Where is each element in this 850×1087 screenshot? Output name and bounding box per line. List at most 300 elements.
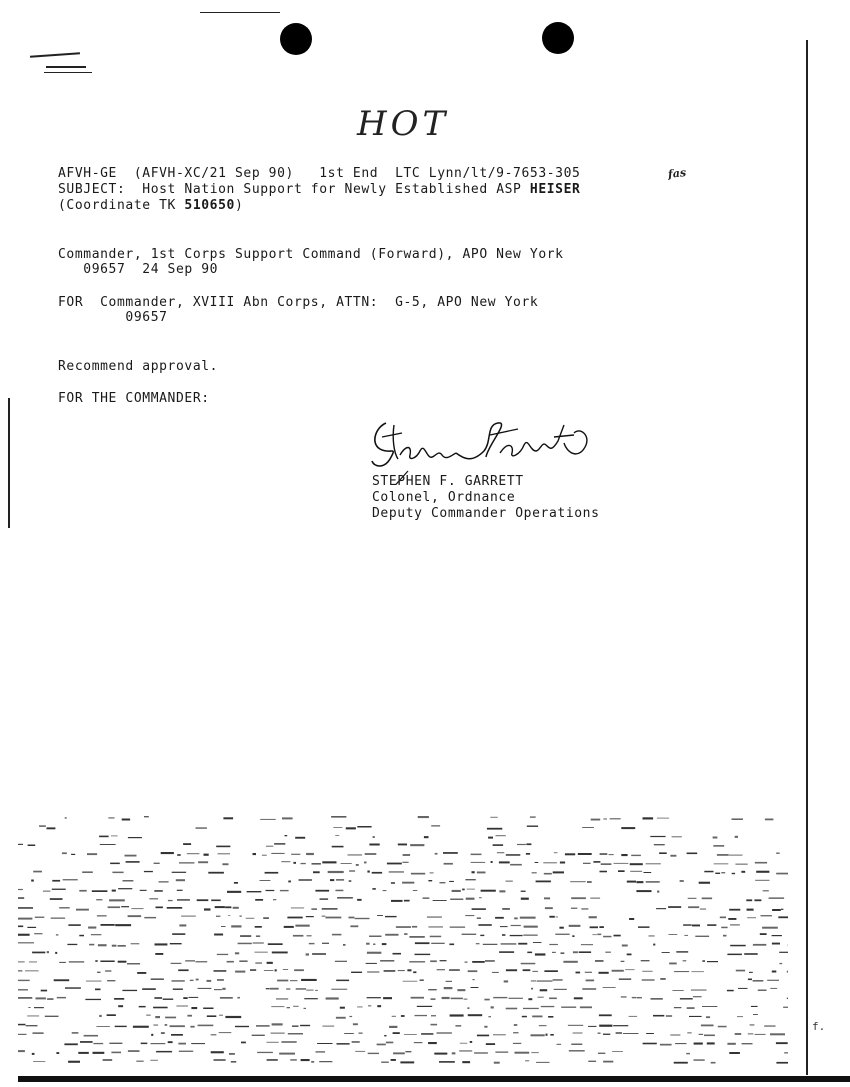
noise-speck [393, 1032, 400, 1034]
noise-speck [478, 924, 491, 926]
noise-speck [402, 882, 414, 884]
noise-speck [165, 1024, 168, 1025]
noise-speck [33, 1061, 45, 1062]
noise-speck [763, 890, 769, 891]
noise-speck [78, 1052, 89, 1054]
page-edge-right [806, 40, 808, 1075]
noise-speck [128, 1050, 140, 1051]
noise-speck [706, 1016, 710, 1018]
noise-speck [443, 852, 458, 854]
noise-speck [559, 927, 563, 929]
noise-speck [772, 943, 780, 945]
noise-speck [526, 853, 530, 855]
noise-speck [33, 1033, 44, 1034]
subject-label: SUBJECT: [58, 182, 126, 197]
noise-speck [549, 998, 557, 1000]
noise-speck [172, 933, 185, 935]
noise-speck [412, 926, 417, 928]
noise-speck [557, 1044, 562, 1045]
noise-speck [356, 864, 359, 866]
noise-speck [431, 1024, 438, 1026]
noise-speck [514, 1024, 518, 1026]
noise-speck [155, 953, 163, 955]
noise-speck [586, 980, 595, 982]
noise-speck [569, 1050, 585, 1051]
noise-speck [331, 989, 347, 990]
noise-speck [322, 908, 338, 909]
noise-speck [520, 917, 536, 919]
noise-speck [403, 854, 411, 855]
noise-speck [146, 1015, 151, 1016]
noise-speck [531, 988, 533, 990]
noise-speck [650, 836, 665, 837]
noise-speck [415, 942, 430, 944]
noise-speck [346, 827, 356, 829]
noise-speck [65, 987, 81, 989]
noise-speck [413, 890, 418, 891]
noise-speck [315, 990, 318, 991]
noise-speck [730, 945, 746, 947]
noise-speck [125, 855, 137, 857]
noise-speck [39, 825, 46, 827]
noise-speck [383, 890, 387, 891]
noise-speck [168, 1041, 173, 1043]
noise-speck [765, 819, 774, 821]
noise-speck [284, 926, 294, 928]
noise-speck [479, 897, 482, 898]
noise-speck [784, 1052, 788, 1053]
noise-speck [76, 909, 89, 911]
noise-speck [357, 1007, 363, 1008]
noise-speck [267, 1059, 278, 1061]
noise-speck [306, 853, 314, 855]
noise-speck [544, 897, 550, 899]
noise-speck [260, 880, 271, 881]
noise-speck [293, 862, 296, 864]
noise-speck [531, 980, 536, 981]
noise-speck [215, 906, 225, 908]
noise-speck [484, 1026, 487, 1028]
noise-speck [126, 861, 140, 863]
noise-speck [484, 999, 489, 1001]
noise-speck [181, 916, 196, 917]
noise-speck [465, 915, 474, 916]
noise-speck [582, 827, 594, 828]
noise-speck [621, 854, 627, 856]
noise-speck [695, 936, 709, 937]
noise-speck [84, 1035, 98, 1037]
noise-speck [683, 960, 687, 961]
noise-speck [153, 1025, 158, 1026]
noise-speck [521, 963, 536, 965]
noise-speck [753, 980, 764, 982]
noise-speck [178, 1043, 186, 1045]
noise-speck [753, 1014, 758, 1015]
noise-speck [420, 980, 424, 981]
noise-speck [569, 925, 581, 927]
noise-speck [518, 943, 527, 945]
noise-speck [686, 1053, 690, 1054]
noise-speck [322, 861, 336, 863]
noise-speck [18, 1034, 27, 1035]
noise-speck [778, 916, 788, 918]
noise-speck [47, 998, 53, 999]
noise-speck [191, 1043, 205, 1044]
noise-speck [151, 1043, 166, 1044]
noise-speck [197, 899, 209, 901]
noise-speck [265, 872, 279, 874]
noise-speck [699, 882, 710, 884]
noise-speck [168, 900, 173, 901]
noise-speck [428, 1042, 437, 1044]
noise-speck [266, 988, 270, 989]
noise-speck [233, 907, 239, 909]
noise-speck [616, 1032, 622, 1034]
noise-speck [335, 890, 343, 892]
noise-speck [118, 1005, 123, 1007]
noise-speck [585, 972, 592, 973]
noise-speck [306, 916, 314, 917]
noise-speck [34, 1007, 44, 1008]
noise-speck [322, 916, 326, 917]
noise-speck [227, 961, 234, 963]
noise-speck [684, 935, 688, 936]
noise-speck [393, 953, 402, 955]
noise-speck [34, 933, 42, 934]
noise-speck [89, 944, 94, 946]
noise-speck [510, 935, 523, 936]
noise-speck [357, 826, 371, 828]
noise-speck [694, 1043, 703, 1045]
noise-speck [495, 917, 504, 919]
noise-speck [513, 1032, 518, 1033]
noise-speck [732, 873, 735, 874]
noise-speck [128, 837, 142, 838]
noise-speck [111, 1052, 121, 1054]
noise-speck [385, 916, 397, 917]
noise-speck [142, 988, 156, 990]
noise-speck [625, 969, 634, 970]
noise-speck [597, 934, 601, 936]
noise-speck [735, 1033, 742, 1034]
noise-speck [568, 1025, 583, 1026]
noise-speck [629, 918, 634, 920]
noise-speck [787, 971, 788, 973]
noise-speck [680, 880, 684, 882]
noise-speck [481, 890, 496, 892]
noise-speck [515, 1052, 530, 1054]
noise-speck [57, 997, 66, 999]
noise-speck [603, 1061, 613, 1063]
noise-speck [56, 934, 59, 935]
noise-speck [268, 943, 283, 945]
noise-speck [450, 927, 465, 928]
noise-speck [636, 997, 642, 998]
noise-speck [72, 1032, 79, 1034]
noise-speck [290, 980, 298, 981]
noise-speck [590, 898, 600, 899]
noise-speck [255, 926, 262, 928]
noise-speck [603, 936, 611, 938]
noise-speck [776, 853, 780, 854]
noise-speck [27, 1016, 39, 1017]
noise-speck [101, 924, 115, 926]
noise-speck [79, 890, 86, 892]
noise-speck [560, 862, 565, 864]
noise-speck [540, 989, 548, 991]
noise-speck [65, 817, 67, 818]
noise-speck [502, 908, 510, 910]
noise-speck [291, 854, 300, 855]
noise-speck [409, 961, 425, 962]
noise-speck [653, 1015, 664, 1017]
noise-speck [434, 1053, 447, 1055]
noise-speck [742, 1043, 753, 1044]
noise-speck [687, 1007, 695, 1008]
noise-speck [571, 897, 586, 899]
noise-speck [761, 915, 772, 916]
noise-speck [467, 1007, 469, 1009]
noise-speck [470, 1041, 473, 1043]
noise-speck [622, 945, 628, 947]
noise-speck [115, 1026, 127, 1027]
noise-speck [87, 853, 97, 855]
noise-speck [272, 952, 288, 954]
noise-speck [290, 1059, 297, 1060]
noise-speck [437, 969, 445, 970]
to-line-2: 09657 [58, 310, 168, 325]
noise-speck [549, 944, 558, 945]
noise-speck [188, 997, 198, 998]
noise-speck [127, 963, 140, 965]
noise-speck [144, 816, 149, 817]
noise-speck [68, 924, 80, 926]
noise-speck [266, 890, 275, 891]
noise-speck [694, 1060, 705, 1061]
noise-speck [282, 817, 293, 819]
noise-speck [415, 1015, 428, 1016]
noise-speck [51, 918, 65, 919]
noise-speck [115, 924, 131, 926]
noise-speck [770, 988, 777, 989]
noise-speck [713, 845, 724, 846]
noise-speck [513, 1043, 521, 1044]
noise-speck [267, 962, 273, 964]
noise-speck [554, 852, 558, 853]
noise-speck [651, 998, 663, 1000]
noise-speck [468, 970, 478, 972]
noise-speck [627, 954, 632, 956]
noise-speck [702, 898, 712, 900]
noise-speck [598, 1053, 605, 1054]
noise-speck [654, 844, 665, 845]
noise-speck [548, 1016, 553, 1018]
noise-speck [349, 917, 355, 919]
noise-speck [229, 1053, 235, 1055]
noise-speck [502, 934, 505, 936]
noise-speck [273, 899, 276, 900]
noise-speck [738, 988, 748, 989]
noise-speck [107, 1014, 116, 1016]
noise-speck [506, 1008, 518, 1010]
noise-speck [402, 862, 408, 863]
noise-speck [176, 1006, 188, 1007]
noise-speck [521, 891, 526, 892]
noise-speck [366, 943, 370, 945]
noise-speck [214, 970, 227, 972]
noise-speck [322, 943, 329, 944]
noise-speck [150, 1060, 158, 1061]
noise-speck [67, 944, 77, 945]
noise-speck [701, 1025, 714, 1027]
noise-speck [772, 909, 781, 911]
noise-speck [728, 918, 736, 920]
subject-line [58, 182, 580, 198]
noise-speck [582, 988, 596, 989]
noise-speck [196, 979, 199, 981]
noise-speck [517, 844, 526, 845]
noise-speck [165, 1017, 176, 1019]
noise-speck [449, 944, 454, 946]
noise-speck [100, 844, 116, 845]
noise-speck [214, 989, 222, 990]
noise-speck [208, 872, 224, 874]
noise-speck [630, 871, 642, 872]
noise-speck [588, 1026, 596, 1027]
noise-speck [234, 882, 238, 884]
noise-speck [421, 1033, 433, 1035]
noise-speck [161, 852, 174, 854]
noise-speck [581, 944, 593, 945]
noise-speck [108, 818, 114, 819]
noise-speck [403, 981, 418, 982]
noise-speck [571, 908, 577, 909]
noise-speck [207, 1015, 217, 1017]
noise-speck [154, 890, 163, 892]
noise-speck [167, 907, 183, 909]
noise-speck [430, 960, 437, 962]
noise-speck [603, 1034, 610, 1035]
noise-speck [288, 1033, 303, 1035]
noise-speck [428, 880, 432, 881]
noise-speck [525, 1060, 529, 1061]
noise-speck [675, 1043, 686, 1044]
noise-speck [691, 990, 707, 991]
noise-speck [674, 971, 689, 972]
noise-speck [260, 819, 276, 820]
noise-speck [118, 888, 132, 889]
noise-speck [563, 961, 577, 963]
noise-speck [18, 997, 32, 999]
noise-speck [171, 963, 182, 964]
noise-speck [366, 963, 377, 964]
noise-speck [216, 916, 220, 917]
noise-speck [170, 943, 182, 944]
noise-speck [159, 881, 169, 882]
noise-speck [642, 979, 655, 980]
noise-speck [203, 1008, 213, 1010]
noise-speck [311, 909, 317, 910]
noise-speck [141, 1043, 148, 1045]
noise-speck [36, 997, 46, 999]
noise-speck [172, 872, 186, 873]
noise-speck [603, 987, 616, 988]
noise-speck [393, 1052, 405, 1054]
handwritten-header: HOT [357, 104, 450, 144]
noise-speck [118, 961, 127, 963]
noise-speck [561, 953, 565, 954]
noise-speck [335, 835, 339, 836]
noise-speck [295, 925, 309, 927]
noise-speck [198, 1025, 214, 1027]
noise-speck [50, 898, 63, 900]
noise-speck [674, 1007, 682, 1008]
noise-speck [735, 836, 738, 838]
noise-speck [281, 1041, 296, 1042]
noise-speck [255, 899, 263, 901]
noise-speck [727, 990, 734, 992]
noise-speck [473, 979, 475, 980]
noise-speck [748, 979, 752, 981]
noise-speck [59, 907, 69, 908]
noise-speck [173, 989, 183, 990]
noise-speck [18, 942, 34, 943]
noise-speck [99, 1015, 102, 1017]
noise-speck [110, 863, 120, 865]
noise-speck [431, 1015, 436, 1016]
noise-speck [246, 918, 255, 919]
noise-speck [45, 1016, 59, 1017]
noise-speck [43, 891, 51, 892]
noise-speck [556, 917, 559, 918]
noise-speck [32, 1053, 35, 1055]
noise-speck [573, 951, 578, 953]
noise-speck [758, 990, 767, 992]
noise-speck [225, 1016, 241, 1018]
noise-speck [776, 1042, 788, 1044]
noise-speck [271, 1033, 285, 1034]
noise-speck [153, 1007, 168, 1009]
noise-speck [555, 934, 569, 935]
noise-speck [404, 900, 410, 902]
punch-hole-left [280, 23, 312, 55]
noise-speck [211, 900, 221, 902]
noise-speck [93, 1043, 103, 1044]
noise-speck [707, 1042, 715, 1044]
noise-speck [579, 951, 591, 953]
noise-speck [270, 988, 279, 990]
noise-speck [294, 969, 304, 971]
noise-speck [431, 943, 445, 944]
noise-speck [452, 1052, 456, 1054]
noise-speck [754, 899, 761, 901]
noise-speck [452, 890, 461, 892]
noise-speck [539, 1025, 547, 1026]
noise-speck [112, 945, 117, 947]
noise-speck [499, 890, 505, 892]
scan-artifact [44, 72, 92, 73]
noise-speck [749, 972, 753, 973]
noise-speck [28, 845, 36, 847]
noise-speck [730, 924, 740, 925]
noise-speck [266, 846, 273, 847]
noise-speck [764, 1025, 775, 1026]
noise-speck [465, 879, 475, 880]
noise-speck [344, 1033, 354, 1034]
noise-speck [411, 997, 424, 999]
noise-speck [18, 961, 25, 962]
noise-speck [352, 1041, 360, 1043]
